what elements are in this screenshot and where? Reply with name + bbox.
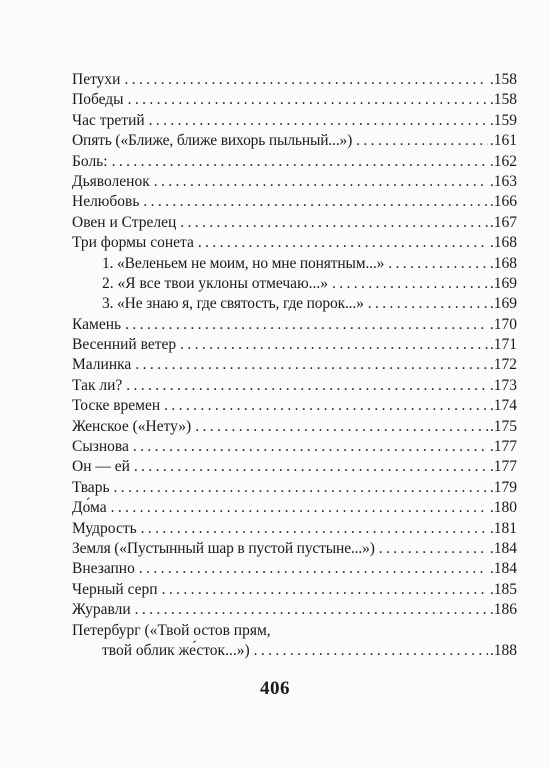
leader-dots xyxy=(356,131,488,151)
toc-entry-page: .174 xyxy=(489,397,517,415)
leader-dots xyxy=(139,559,488,579)
toc-entry-title: Час третий xyxy=(72,111,145,129)
toc-entry xyxy=(72,172,517,192)
toc-entry-page: .161 xyxy=(489,132,517,150)
toc-entry-title: Тварь xyxy=(72,478,110,496)
table-of-contents xyxy=(72,70,517,661)
toc-entry-continuation xyxy=(72,641,517,661)
toc-entry xyxy=(72,417,517,437)
toc-entry-title: Опять («Ближе, ближе вихорь пыльный...») xyxy=(72,132,353,150)
toc-entry-title: твой облик же́сток...») xyxy=(102,641,250,659)
toc-entry xyxy=(72,498,517,518)
toc-entry xyxy=(72,580,517,600)
toc-entry-title: Петухи xyxy=(72,71,121,88)
leader-dots xyxy=(180,213,488,233)
leader-dots xyxy=(379,539,488,559)
toc-entry-title: 1. «Веленьем не моим, но мне понятным...» xyxy=(102,254,385,272)
toc-entry-title: Так ли? xyxy=(72,376,123,394)
toc-subentry xyxy=(72,254,517,274)
toc-entry-title: Черный серп xyxy=(72,580,158,598)
toc-entry xyxy=(72,90,517,110)
toc-entry-page: .181 xyxy=(489,519,517,537)
toc-entry-page: .169 xyxy=(489,274,517,292)
toc-entry-title: Три формы сонета xyxy=(72,234,194,252)
toc-entry xyxy=(72,152,517,172)
toc-subentry xyxy=(72,274,517,294)
toc-entry-page: .173 xyxy=(489,376,517,394)
toc-entry-title: Петербург («Твой остов прям, xyxy=(72,621,271,639)
leader-dots xyxy=(154,172,488,192)
leader-dots xyxy=(180,335,488,355)
toc-entry-page: .166 xyxy=(489,193,517,211)
leader-dots xyxy=(125,315,488,335)
toc-entry-page: .184 xyxy=(489,539,517,557)
toc-entry-title: Овен и Стрелец xyxy=(72,213,177,231)
leader-dots xyxy=(134,457,488,477)
toc-entry xyxy=(72,519,517,539)
toc-entry-page: .188 xyxy=(489,641,517,659)
toc-entry-title: Журавли xyxy=(72,601,131,619)
toc-entry xyxy=(72,315,517,335)
leader-dots xyxy=(388,254,488,274)
toc-entry-page: .158 xyxy=(489,91,517,109)
leader-dots xyxy=(114,478,488,498)
toc-entry-page: .171 xyxy=(489,336,517,354)
toc-entry-page: .186 xyxy=(489,601,517,619)
toc-entry xyxy=(72,70,517,90)
toc-entry-page: .168 xyxy=(489,254,517,272)
toc-entry-page: .170 xyxy=(489,315,517,333)
leader-dots xyxy=(198,233,488,253)
toc-entry-page: .172 xyxy=(489,356,517,374)
toc-entry-page: .175 xyxy=(489,417,517,435)
toc-entry xyxy=(72,111,517,131)
toc-entry-page: .180 xyxy=(489,499,517,517)
toc-entry-page: .167 xyxy=(489,213,517,231)
toc-entry-title: Нелюбовь xyxy=(72,193,140,211)
toc-entry xyxy=(72,621,517,641)
toc-entry xyxy=(72,213,517,233)
toc-entry-page: .159 xyxy=(489,111,517,129)
toc-entry-page: .162 xyxy=(489,152,517,170)
toc-entry-title: До́ма xyxy=(72,499,107,517)
toc-entry-page: .177 xyxy=(489,438,517,456)
toc-entry-title: Дьяволенок xyxy=(72,172,150,190)
toc-entry-title: Сызнова xyxy=(72,438,129,456)
leader-dots xyxy=(128,90,488,110)
toc-subentry xyxy=(72,294,517,314)
toc-entry xyxy=(72,457,517,477)
leader-dots xyxy=(332,274,488,294)
leader-dots xyxy=(124,70,487,90)
toc-entry-title: Женское («Нету») xyxy=(72,417,192,435)
leader-dots xyxy=(254,641,488,661)
leader-dots xyxy=(112,152,488,172)
toc-entry-title: Земля («Пустынный шар в пустой пустыне...») xyxy=(72,539,375,557)
leader-dots xyxy=(126,376,488,396)
leader-dots xyxy=(135,355,488,375)
toc-entry xyxy=(72,539,517,559)
leader-dots xyxy=(143,192,487,212)
toc-entry-title: Камень xyxy=(72,315,122,333)
toc-entry-title: Весенний ветер xyxy=(72,336,177,354)
page-number: 406 xyxy=(260,678,290,699)
toc-entry xyxy=(72,437,517,457)
toc-entry-page: .177 xyxy=(489,458,517,476)
toc-entry-title: Тоске времен xyxy=(72,397,161,415)
toc-entry-title: Боль: xyxy=(72,152,108,170)
toc-entry xyxy=(72,478,517,498)
leader-dots xyxy=(195,417,488,437)
toc-entry-title: 2. «Я все твои уклоны отмечаю...» xyxy=(102,274,329,292)
toc-entry-page: .184 xyxy=(489,560,517,578)
leader-dots xyxy=(133,437,488,457)
toc-entry-page: .168 xyxy=(489,234,517,252)
leader-dots xyxy=(368,294,488,314)
leader-dots xyxy=(111,498,488,518)
leader-dots xyxy=(135,600,488,620)
leader-dots xyxy=(162,580,488,600)
toc-entry xyxy=(72,131,517,151)
toc-entry-page: .179 xyxy=(489,478,517,496)
toc-entry xyxy=(72,559,517,579)
leader-dots xyxy=(141,519,488,539)
toc-entry-page: .163 xyxy=(489,172,517,190)
toc-entry xyxy=(72,600,517,620)
toc-entry xyxy=(72,396,517,416)
toc-entry xyxy=(72,233,517,253)
toc-entry-title: Внезапно xyxy=(72,560,135,578)
toc-entry-title: Мудрость xyxy=(72,519,137,537)
toc-entry-page: .169 xyxy=(489,295,517,313)
toc-entry-title: Малинка xyxy=(72,356,132,374)
leader-dots xyxy=(164,396,488,416)
toc-entry xyxy=(72,376,517,396)
toc-entry xyxy=(72,355,517,375)
toc-entry-page: .158 xyxy=(489,71,517,88)
toc-entry xyxy=(72,192,517,212)
toc-entry-title: Победы xyxy=(72,91,124,109)
toc-entry xyxy=(72,335,517,355)
toc-entry-title: 3. «Не знаю я, где святость, где порок...» xyxy=(102,295,364,313)
toc-entry-page: .185 xyxy=(489,580,517,598)
leader-dots xyxy=(149,111,488,131)
toc-entry-title: Он — ей xyxy=(72,458,130,476)
